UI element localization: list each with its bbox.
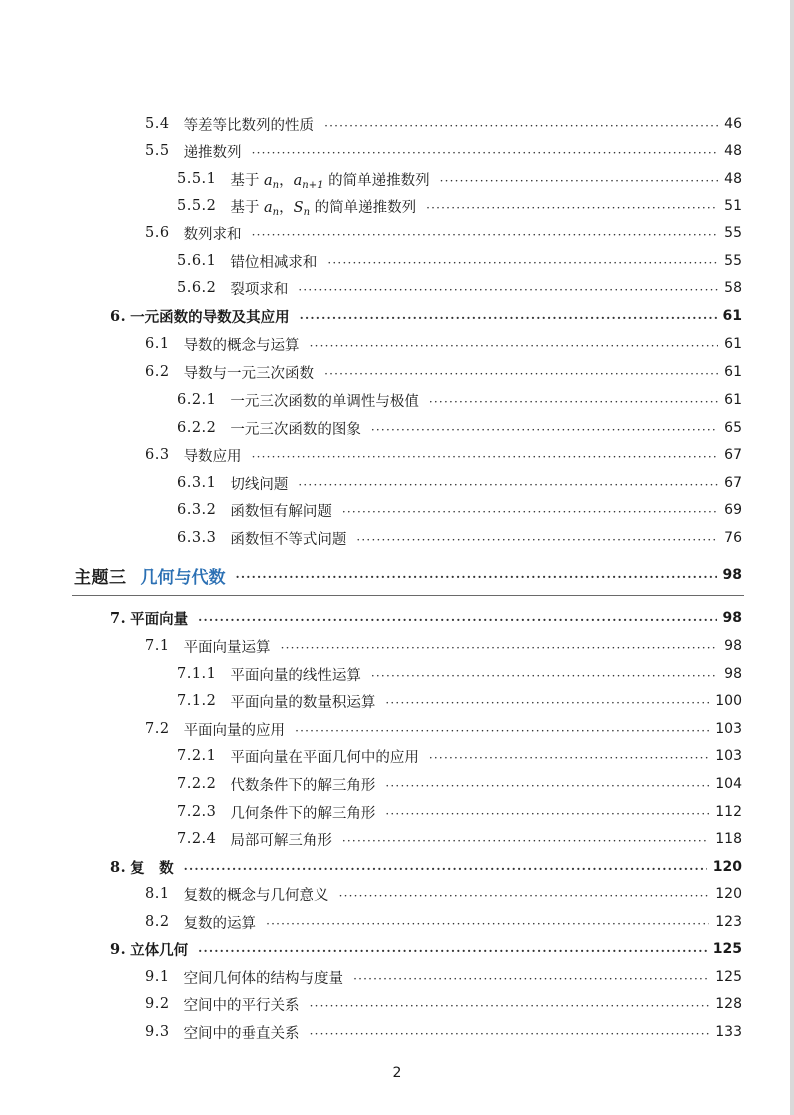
page-ref: 58 (724, 280, 742, 296)
dot-leader (342, 834, 709, 848)
section-number: 7.2.4 (177, 831, 217, 847)
toc-entry-6-2-1[interactable] (0, 388, 794, 412)
section-title: 平面向量的应用 (183, 722, 286, 739)
section-number: 6.2 (145, 364, 170, 380)
page-ref: 103 (715, 748, 742, 764)
page-ref: 67 (724, 447, 742, 463)
section-title: 代数条件下的解三角形 (230, 777, 376, 794)
section-title: 一元三次函数的单调性与极值 (230, 393, 419, 410)
page-ref: 120 (712, 859, 742, 875)
page-ref: 118 (715, 831, 742, 847)
dot-leader (281, 641, 719, 655)
section-title: 平面向量在平面几何中的应用 (230, 749, 419, 766)
toc-entry-5-5[interactable] (0, 139, 794, 163)
page-ref: 55 (724, 253, 742, 269)
section-number: 7.1 (145, 638, 170, 654)
section-title: 函数恒不等式问题 (230, 531, 347, 548)
section-title: 导数应用 (183, 448, 242, 465)
toc-entry-9-2[interactable] (0, 992, 794, 1016)
dot-leader (342, 505, 718, 519)
section-title: 复数的运算 (183, 915, 257, 932)
section-number: 6.3 (145, 447, 170, 463)
section-title: 等差等比数列的性质 (183, 117, 315, 134)
section-number: 6.3.2 (177, 502, 217, 518)
page-ref: 98 (722, 610, 742, 626)
section-number: 8.2 (145, 914, 170, 930)
section-number: 6.3.1 (177, 475, 217, 491)
page-ref: 103 (715, 721, 742, 737)
dot-leader (198, 613, 716, 627)
toc-entry-6-1[interactable] (0, 332, 794, 356)
dot-leader (385, 807, 709, 821)
dot-leader (252, 146, 719, 160)
section-title: 切线问题 (230, 476, 289, 493)
dot-leader (298, 478, 718, 492)
section-title: 一元三次函数的图象 (230, 421, 361, 438)
dot-leader (295, 724, 709, 738)
section-number: 6.2.1 (177, 392, 217, 408)
section-number: 6.3.3 (177, 530, 217, 546)
toc-entry-7-2-2[interactable] (0, 772, 794, 796)
dot-leader (252, 228, 719, 242)
dot-leader (385, 696, 709, 710)
dot-leader (310, 339, 719, 353)
toc-entry-6[interactable] (0, 304, 794, 328)
dot-leader (426, 201, 718, 215)
page-number: 2 (392, 1065, 402, 1081)
page-ref: 65 (724, 420, 742, 436)
section-number: 5.6.2 (177, 280, 217, 296)
page-ref: 133 (715, 1024, 742, 1040)
section-number: 5.6.1 (177, 253, 217, 269)
section-title: 基于 a n ， a n+1 的简单递推数列 (230, 172, 430, 191)
dot-leader (327, 256, 718, 270)
dot-leader (236, 570, 717, 584)
toc-entry-5-6[interactable] (0, 221, 794, 245)
toc-entry-9[interactable] (0, 937, 794, 961)
toc-entry-7-1-2[interactable] (0, 689, 794, 713)
page-ref: 125 (715, 969, 742, 985)
page-ref: 128 (715, 996, 742, 1012)
toc-entry-6-2[interactable] (0, 360, 794, 384)
dot-leader (324, 367, 718, 381)
section-title: 导数与一元三次函数 (183, 365, 315, 382)
toc-entry-theme-3[interactable] (0, 563, 794, 587)
section-number: 7.2 (145, 721, 170, 737)
page-ref: 61 (724, 364, 742, 380)
dot-leader (429, 751, 709, 765)
dot-leader (198, 944, 707, 958)
toc-entry-6-3-3[interactable] (0, 526, 794, 550)
dot-leader (371, 669, 718, 683)
section-number: 5.5 (145, 143, 170, 159)
dot-leader (300, 311, 717, 325)
toc-entry-6-3[interactable] (0, 443, 794, 467)
section-number: 5.5.2 (177, 198, 217, 214)
dot-leader (339, 889, 710, 903)
toc-entry-7-2-1[interactable] (0, 744, 794, 768)
section-title: 复数的概念与几何意义 (183, 887, 329, 904)
section-title: 裂项求和 (230, 281, 289, 298)
section-title: 平面向量运算 (183, 639, 271, 656)
section-number: 7.2.1 (177, 748, 217, 764)
dot-leader (371, 423, 718, 437)
section-number: 5.4 (145, 116, 170, 132)
page-ref: 55 (724, 225, 742, 241)
toc-entry-9-3[interactable] (0, 1020, 794, 1044)
dot-leader (440, 174, 719, 188)
page-ref: 120 (715, 886, 742, 902)
section-number: 7.1.1 (177, 666, 217, 682)
toc-entry-5-6-2[interactable] (0, 276, 794, 300)
toc-entry-9-1[interactable] (0, 965, 794, 989)
page-ref: 48 (724, 171, 742, 187)
toc-entry-6-3-1[interactable] (0, 471, 794, 495)
toc-entry-5-4[interactable] (0, 112, 794, 136)
section-title: 空间中的垂直关系 (183, 1025, 300, 1042)
section-title: 几何条件下的解三角形 (230, 805, 376, 822)
section-title: 一元函数的导数及其应用 (130, 308, 290, 326)
section-number: 6.1 (145, 336, 170, 352)
page-ref: 76 (724, 530, 742, 546)
section-number: 7.1.2 (177, 693, 217, 709)
toc-entry-6-3-2[interactable] (0, 498, 794, 522)
dot-leader (324, 119, 718, 133)
toc-entry-5-6-1[interactable] (0, 249, 794, 273)
page-ref: 48 (724, 143, 742, 159)
page-ref: 98 (724, 638, 742, 654)
toc-entry-7-2[interactable] (0, 717, 794, 741)
section-title: 平面向量的线性运算 (230, 667, 361, 684)
dot-leader (356, 533, 718, 547)
section-number: 8. (110, 858, 127, 876)
section-number: 7. (110, 609, 127, 627)
page-ref: 61 (724, 336, 742, 352)
toc-entry-6-2-2[interactable] (0, 416, 794, 440)
page-ref: 123 (715, 914, 742, 930)
page-ref: 104 (715, 776, 742, 792)
section-title: 数列求和 (183, 226, 242, 243)
dot-leader (266, 917, 709, 931)
section-title: 平面向量的数量积运算 (230, 694, 376, 711)
page-ref: 46 (724, 116, 742, 132)
section-title: 空间几何体的结构与度量 (183, 970, 344, 987)
toc-entry-7-2-4[interactable] (0, 827, 794, 851)
page-ref: 61 (722, 308, 742, 324)
dot-leader (310, 1027, 710, 1041)
section-number: 8.1 (145, 886, 170, 902)
page-ref: 125 (712, 941, 742, 957)
section-number: 9.2 (145, 996, 170, 1012)
page-ref: 67 (724, 475, 742, 491)
section-title: 复 数 (130, 859, 174, 877)
dot-leader (310, 999, 710, 1013)
section-number: 9.1 (145, 969, 170, 985)
toc-entry-7[interactable] (0, 606, 794, 630)
dot-leader (252, 450, 719, 464)
dot-leader (385, 779, 709, 793)
page-ref: 98 (724, 666, 742, 682)
section-number: 5.5.1 (177, 171, 217, 187)
section-title: 平面向量 (130, 610, 189, 628)
toc-entry-7-2-3[interactable] (0, 800, 794, 824)
section-title: 空间中的平行关系 (183, 997, 300, 1014)
section-title: 错位相减求和 (230, 254, 318, 271)
dot-leader (353, 972, 709, 986)
theme-divider (72, 595, 744, 596)
page-ref: 112 (715, 804, 742, 820)
section-title: 局部可解三角形 (230, 832, 332, 849)
dot-leader (184, 862, 707, 876)
page-ref: 98 (722, 567, 742, 583)
section-title: 递推数列 (183, 144, 242, 161)
section-title: 函数恒有解问题 (230, 503, 332, 520)
dot-leader (298, 283, 718, 297)
toc-entry-7-1-1[interactable] (0, 662, 794, 686)
toc-entry-5-5-1[interactable] (0, 167, 794, 191)
page-ref: 61 (724, 392, 742, 408)
toc-entry-8-1[interactable] (0, 882, 794, 906)
section-number: 6. (110, 307, 127, 325)
page-edge-shadow (790, 0, 794, 1115)
page-ref: 51 (724, 198, 742, 214)
toc-entry-7-1[interactable] (0, 634, 794, 658)
section-number: 7.2.3 (177, 804, 217, 820)
section-number: 5.6 (145, 225, 170, 241)
toc-entry-8[interactable] (0, 855, 794, 879)
section-number: 9.3 (145, 1024, 170, 1040)
dot-leader (429, 395, 718, 409)
section-title: 导数的概念与运算 (183, 337, 300, 354)
page-ref: 69 (724, 502, 742, 518)
theme-title: 几何与代数 (140, 567, 226, 588)
theme-label: 主题三 (74, 567, 127, 588)
toc-entry-5-5-2[interactable] (0, 194, 794, 218)
section-number: 7.2.2 (177, 776, 217, 792)
section-title: 基于 a n ， S n 的简单递推数列 (230, 199, 417, 218)
section-number: 9. (110, 940, 127, 958)
toc-entry-8-2[interactable] (0, 910, 794, 934)
section-number: 6.2.2 (177, 420, 217, 436)
page-ref: 100 (715, 693, 742, 709)
section-title: 立体几何 (130, 941, 189, 959)
